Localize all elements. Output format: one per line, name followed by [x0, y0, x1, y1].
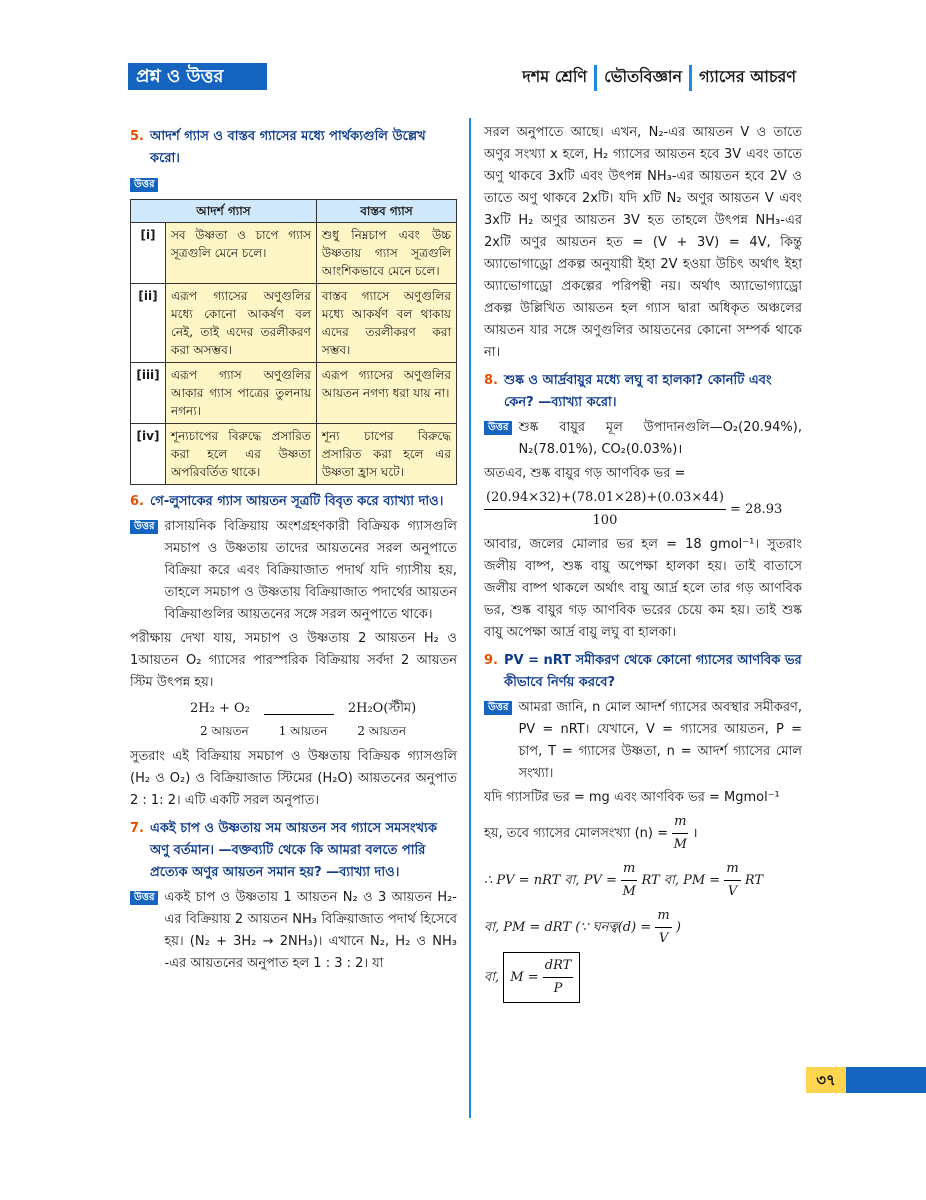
page-number: ৩৭: [806, 1067, 846, 1093]
fraction-numerator: m: [621, 858, 637, 881]
section-badge: প্রশ্ন ও উত্তর: [128, 63, 267, 90]
formula-text: RT বা, PM =: [641, 873, 721, 888]
answer-9: [484, 697, 802, 785]
fraction-denominator: V: [727, 884, 738, 899]
header-separator: [594, 65, 597, 91]
answer-7-continued: সরল অনুপাতে আছে। এখন, N₂-এর আয়তন V ও তাতে অণুর সংখ্যা x হলে, H₂ গ্যাসের আয়তন হবে 3V এবং তাতে অণু থাকবে 3xটি এবং উৎপন্ন NH₃-এর আয়তন হবে 2V ও তাতে অণু থাকবে 2xটি। যদি xটি N₂ অণুর আয়তন V এবং 3xটি H₂ অণুর আয়তন 3V হত তাহলে উৎপন্ন NH₃-এর 2xটি অণুর আয়তন হত = (V + 3V) = 4V, কিন্তু অ্যাভোগাড্রো প্রকল্প অনুযায়ী ইহা 2V হওয়া উচিৎ অর্থাৎ ইহা অ্যাভোগাড্রো প্রকল্পের পরিপন্থী নয়। অর্থাৎ অ্যাভোগ্যাড্রো প্রকল্প উল্লিখিত আয়তন হল গ্যাস দ্বারা অধিকৃত অঞ্চলের আয়তন যার সঙ্গে অণুগুলির আয়তনের কোনো সম্পর্ক থাকে না।: [484, 125, 802, 360]
header-chapter: গ্যাসের আচরণ: [699, 67, 796, 86]
fraction: [484, 487, 726, 532]
answer-tag: উত্তর: [484, 421, 512, 435]
table-row: [131, 363, 457, 424]
fraction-numerator: m: [655, 905, 671, 928]
fraction: [672, 811, 688, 856]
formula-text: ।: [692, 826, 698, 841]
answer-text: রাসায়নিক বিক্রিয়ায় অংশগ্রহণকারী বিক্রিয়ক গ্যাসগুলি সমচাপ ও উষ্ণতায় তাদের আয়তনের সরল অনুপাতে বিক্রিয়া করে এবং বিক্রিয়াজাত পদার্থ যদি গ্যাসীয় হয়, তাহলে সমচাপ ও উষ্ণতায় বিক্রিয়াজাত পদার্থের আয়তন বিক্রিয়াগুলির আয়তনের সঙ্গে সরল অনুপাতে থাকে।: [164, 519, 457, 622]
answer-paragraph: অতএব, শুষ্ক বায়ুর গড় আণবিক ভর =: [484, 466, 686, 481]
fraction: [621, 858, 637, 903]
answer-tag: উত্তর: [130, 178, 158, 192]
page-footer-bar: [846, 1067, 926, 1093]
question-text: আদর্শ গ্যাস ও বাস্তব গ্যাসের মধ্যে পার্থক্যগুলি উল্লেখ করো।: [150, 129, 426, 166]
answer-7: [130, 887, 457, 975]
header-class: দশম শ্রেণি: [522, 67, 588, 86]
question-8: [484, 370, 802, 414]
question-text: গে-লুসাকের গ্যাস আয়তন সূত্রটি বিবৃত করে ব্যাখ্যা দাও।: [150, 494, 444, 509]
answer-tag: উত্তর: [130, 891, 158, 905]
fraction-numerator: (20.94×32)+(78.01×28)+(0.03×44): [484, 487, 726, 510]
table-header-real: বাস্তব গ্যাস: [316, 200, 456, 223]
volume-label: 1 আয়তন: [278, 724, 328, 738]
header-breadcrumb: [522, 64, 796, 90]
ideal-cell: সব উষ্ণতা ও চাপে গ্যাস সূত্রগুলি মেনে চলে।: [166, 223, 317, 284]
question-9: [484, 650, 802, 694]
derivation-line: [484, 952, 802, 1003]
header-separator: [689, 65, 692, 91]
fraction-result: = 28.93: [730, 502, 783, 517]
fraction-denominator: P: [553, 981, 563, 996]
ideal-cell: এরূপ গ্যাস অণুগুলির আকার গ্যাস পাত্রের তুলনায় নগন্য।: [166, 363, 317, 424]
reaction-arrow-icon: [264, 693, 334, 715]
formula-text: (∵ ঘনত্ব(d) =: [575, 920, 652, 935]
column-divider: [469, 118, 471, 1118]
derivation-line: [484, 858, 802, 903]
formula-text: বা,: [484, 970, 500, 985]
fraction-denominator: M: [673, 837, 687, 852]
answer-paragraph: যদি গ্যাসটির ভর = mg এবং আণবিক ভর = Mgmol⁻¹: [484, 790, 780, 805]
answer-paragraph: পরীক্ষায় দেখা যায়, সমচাপ ও উষ্ণতায় 2 আয়তন H₂ ও 1আয়তন O₂ গ্যাসের পারস্পরিক বিক্রিয়ায় সর্বদা 2 আয়তন স্টিম উৎপন্ন হয়।: [130, 631, 457, 690]
row-index: [ii]: [131, 284, 166, 363]
real-cell: শূন্য চাপের বিরুদ্ধে প্রসারিত করা হলে এর উষ্ণতা হ্রাস ঘটে।: [316, 424, 456, 485]
fraction-denominator: 100: [592, 513, 618, 528]
formula-text: ∴ PV = nRT বা, PV =: [484, 873, 617, 888]
fraction-numerator: dRT: [543, 955, 574, 978]
question-number: 6.: [130, 494, 144, 509]
question-number: 5.: [130, 129, 144, 144]
question-number: 9.: [484, 653, 498, 668]
volume-label: 2 আয়তন: [200, 724, 249, 738]
answer-paragraph: সুতরাং এই বিক্রিয়ায় সমচাপ ও উষ্ণতায় বিক্রিয়ক গ্যাসগুলি (H₂ ও O₂) ও বিক্রিয়াজাত স্টিমের (H₂O) আয়তনের অনুপাত 2 : 1: 2। এটি একটি সরল অনুপাত।: [130, 749, 457, 808]
table-row: [131, 284, 457, 363]
fraction-denominator: M: [622, 884, 636, 899]
formula-text: ): [675, 920, 681, 935]
fraction-numerator: m: [672, 811, 688, 834]
reaction-equation: [190, 698, 457, 742]
question-text: শুষ্ক ও আর্দ্রবায়ুর মধ্যে লঘু বা হালকা? কোনটি এবং কেন? —ব্যাখ্যা করো।: [504, 373, 772, 410]
ideal-cell: শূন্যচাপের বিরুদ্ধে প্রসারিত করা হলে এর উষ্ণতা অপরিবর্তিত থাকে।: [166, 424, 317, 485]
molar-mass-calculation: [484, 487, 802, 532]
table-header-row: [131, 200, 457, 223]
fraction: [724, 858, 740, 903]
table-row: [131, 424, 457, 485]
left-column: [130, 120, 457, 977]
answer-text: আমরা জানি, n মোল আদর্শ গ্যাসের অবস্থার সমীকরণ, PV = nRT। যেখানে, V = গ্যাসের আয়তন, P = চাপ, T = গ্যাসের উষ্ণতা, n = আদর্শ গ্যাসের মোল সংখ্যা।: [518, 700, 802, 781]
answer-tag: উত্তর: [130, 520, 158, 534]
ideal-cell: এরূপ গ্যাসের অণুগুলির মধ্যে কোনো আকর্ষণ বল নেই, তাই এদের তরলীকরণ করা অসম্ভব।: [166, 284, 317, 363]
row-index: [iii]: [131, 363, 166, 424]
equation-reactants: 2H₂ + O₂: [190, 701, 250, 716]
fraction: [543, 955, 574, 1000]
row-index: [iv]: [131, 424, 166, 485]
answer-text: একই চাপ ও উষ্ণতায় 1 আয়তন N₂ ও 3 আয়তন H₂-এর বিক্রিয়ায় 2 আয়তন NH₃ বিক্রিয়াজাত পদার্থ হিসেবে হয়। (N₂ + 3H₂ → 2NH₃)। এখানে N₂, H₂ ও NH₃ -এর আয়তনের অনুপাত হল 1 : 3 : 2। যা: [164, 890, 457, 971]
formula-text: বা, PM = dRT: [484, 920, 572, 935]
answer-6: [130, 516, 457, 626]
header-subject: ভৌতবিজ্ঞান: [604, 67, 683, 86]
real-cell: এরূপ গ্যাসের অণুগুলির আয়তন নগণ্য ধরা যায় না।: [316, 363, 456, 424]
formula-text: হয়, তবে গ্যাসের মোলসংখ্যা (n) =: [484, 826, 669, 841]
fraction-denominator: V: [658, 931, 669, 946]
mole-formula-line: [484, 811, 802, 856]
fraction: [655, 905, 671, 950]
right-column: [484, 120, 802, 1005]
answer-paragraph: আবার, জলের মোলার ভর হল = 18 gmol⁻¹। সুতরাং জলীয় বাষ্প, শুষ্ক বায়ু অপেক্ষা হালকা হয়। তাই বাতাসে জলীয় বাষ্প থাকলে অর্থাৎ বায়ু আর্দ্র হলে তার গড় আণবিক ভর, শুষ্ক বায়ুর গড় আণবিক ভরের চেয়ে কম হয়। তাই শুষ্ক বায়ু অপেক্ষা আর্দ্র বায়ু লঘু বা হালকা।: [484, 537, 802, 640]
question-number: 7.: [130, 821, 144, 836]
question-5: [130, 126, 457, 170]
question-6: [130, 491, 457, 513]
formula-text: M =: [510, 970, 539, 985]
question-text: PV = nRT সমীকরণ থেকে কোনো গ্যাসের আণবিক ভর কীভাবে নির্ণয় করবে?: [504, 653, 802, 690]
table-row: [131, 223, 457, 284]
formula-text: RT: [744, 873, 764, 888]
answer-8: [484, 417, 802, 461]
comparison-table: [130, 199, 457, 485]
volume-label: 2 আয়তন: [357, 724, 407, 738]
real-cell: শুধু নিম্নচাপ এবং উচ্চ উষ্ণতায় গ্যাস সূত্রগুলি আংশিকভাবে মেনে চলে।: [316, 223, 456, 284]
final-formula-box: [503, 952, 580, 1003]
real-cell: বাস্তব গ্যাসে অণুগুলির মধ্যে আকর্ষণ বল থাকায় এদের তরলীকরণ করা সম্ভব।: [316, 284, 456, 363]
derivation-line: [484, 905, 802, 950]
answer-tag: উত্তর: [484, 701, 512, 715]
question-text: একই চাপ ও উষ্ণতায় সম আয়তন সব গ্যাসে সমসংখ্যক অণু বর্তমান। —বক্তব্যটি থেকে কি আমরা বলতে পারি প্রত্যেক অণুর আয়তন সমান হয়? —ব্যাখ্যা দাও।: [150, 821, 437, 880]
equation-product: 2H₂O(স্টীম): [347, 701, 417, 716]
row-index: [i]: [131, 223, 166, 284]
question-7: [130, 818, 457, 884]
table-header-ideal: আদর্শ গ্যাস: [131, 200, 317, 223]
question-number: 8.: [484, 373, 498, 388]
fraction-numerator: m: [724, 858, 740, 881]
answer-text: শুষ্ক বায়ুর মূল উপাদানগুলি—O₂(20.94%), N₂(78.01%), CO₂(0.03%)।: [518, 420, 802, 457]
